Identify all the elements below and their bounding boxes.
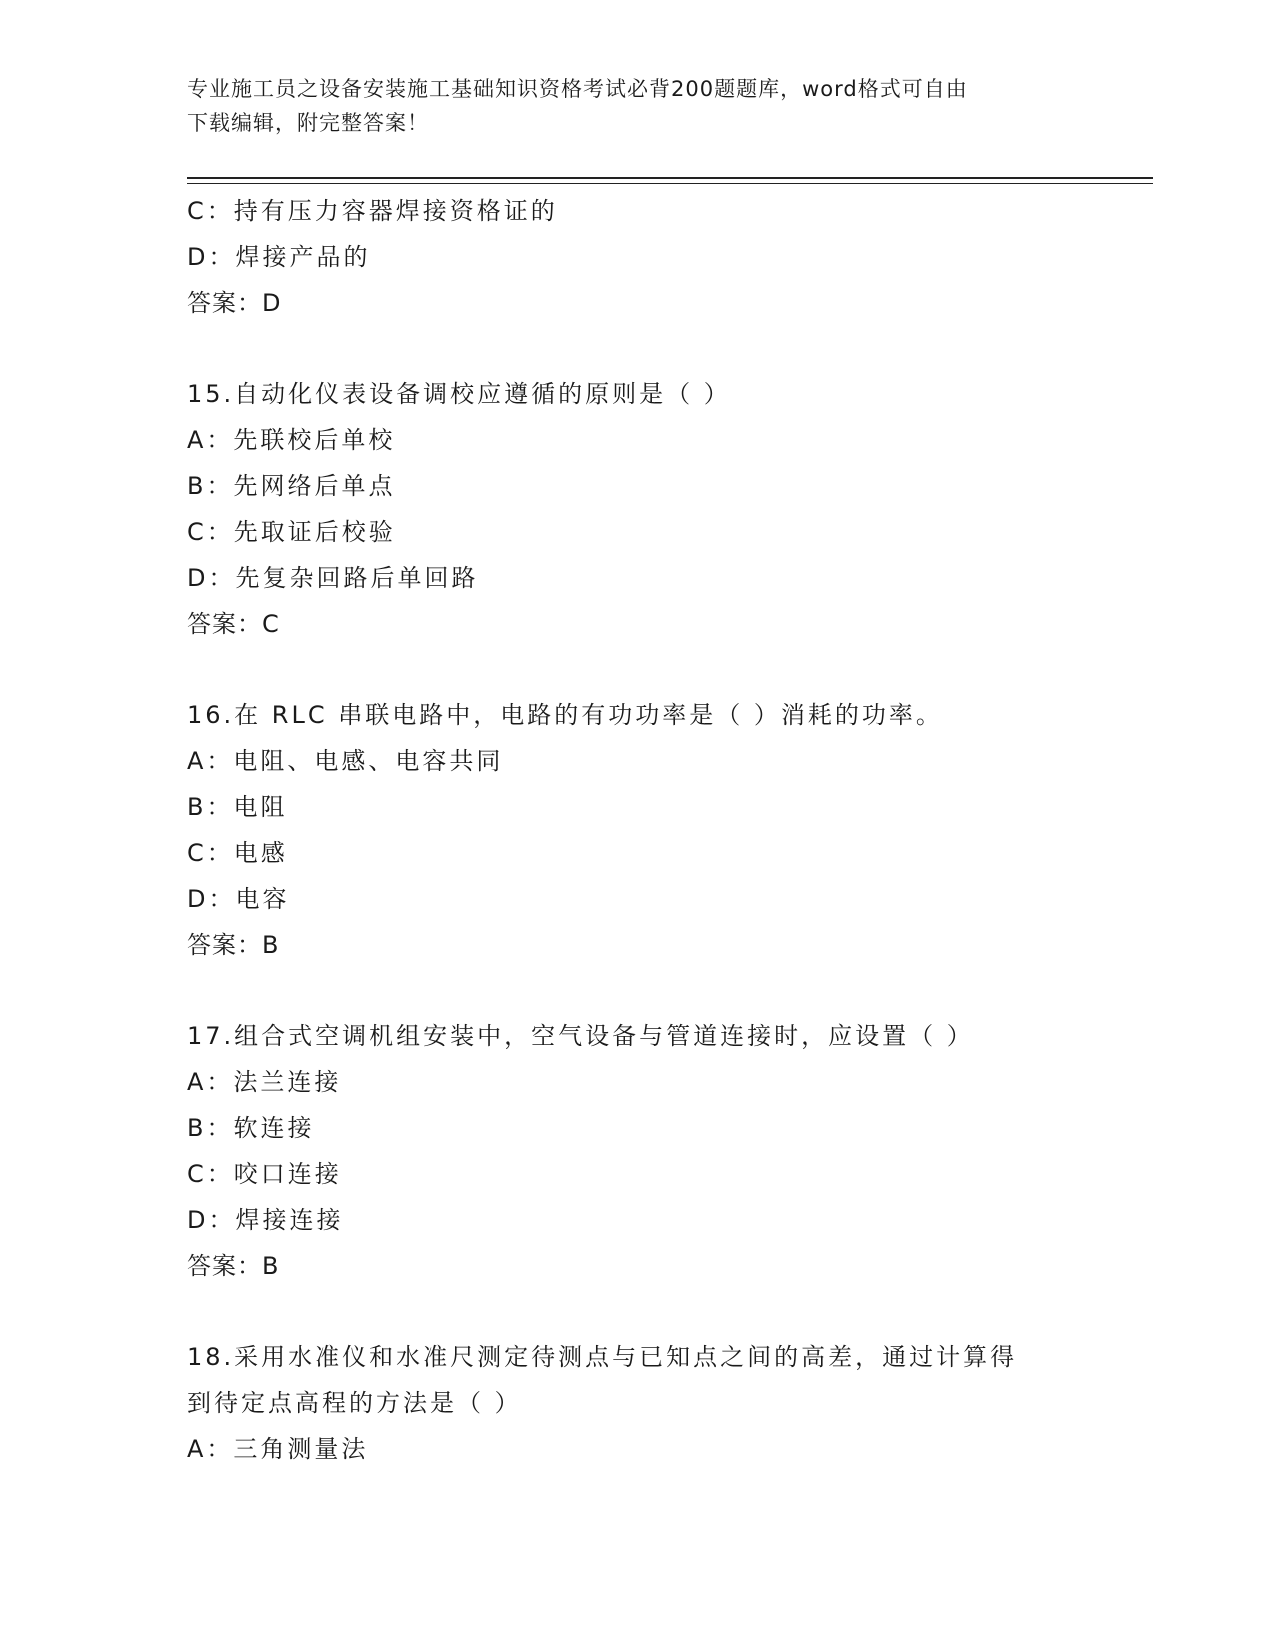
option-b: B：先网络后单点 (187, 472, 396, 500)
document-header (187, 72, 1067, 140)
question-text: 15.自动化仪表设备调校应遵循的原则是（ ） (187, 380, 731, 408)
spacer (187, 326, 1087, 371)
question-15 (187, 371, 1087, 647)
header-divider-thick (187, 177, 1153, 179)
header-divider-thin (187, 183, 1153, 184)
option-b: B：软连接 (187, 1114, 315, 1142)
option-b: B：电阻 (187, 793, 288, 821)
option-c: C：咬口连接 (187, 1160, 342, 1188)
option-d: D：电容 (187, 885, 290, 913)
question-list (187, 188, 1087, 1472)
question-text: 17.组合式空调机组安装中，空气设备与管道连接时，应设置（ ） (187, 1022, 974, 1050)
question-17 (187, 1013, 1087, 1289)
question-18 (187, 1334, 1087, 1472)
answer: 答案：B (187, 1252, 280, 1280)
spacer (187, 647, 1087, 692)
question-text-line-1: 18.采用水准仪和水准尺测定待测点与已知点之间的高差，通过计算得 (187, 1343, 1018, 1371)
answer: 答案：C (187, 610, 280, 638)
question-16 (187, 692, 1087, 968)
option-a: A：法兰连接 (187, 1068, 342, 1096)
option-a: A：电阻、电感、电容共同 (187, 747, 504, 775)
question-text-line-2: 到待定点高程的方法是（ ） (187, 1389, 522, 1417)
spacer (187, 968, 1087, 1013)
option-a: A：先联校后单校 (187, 426, 396, 454)
option-d: D：焊接连接 (187, 1206, 344, 1234)
option-c: C：电感 (187, 839, 288, 867)
answer: 答案：D (187, 289, 282, 317)
header-line-1: 专业施工员之设备安装施工基础知识资格考试必背200题题库，word格式可自由 (187, 77, 968, 101)
question-text: 16.在 RLC 串联电路中，电路的有功功率是（ ）消耗的功率。 (187, 701, 943, 729)
spacer (187, 1289, 1087, 1334)
header-line-2: 下载编辑，附完整答案！ (187, 111, 429, 135)
option-c: C：持有压力容器焊接资格证的 (187, 197, 558, 225)
option-d: D：先复杂回路后单回路 (187, 564, 479, 592)
option-a: A：三角测量法 (187, 1435, 369, 1463)
option-d: D：焊接产品的 (187, 243, 371, 271)
answer: 答案：B (187, 931, 280, 959)
question-14-fragment (187, 188, 1087, 326)
option-c: C：先取证后校验 (187, 518, 396, 546)
